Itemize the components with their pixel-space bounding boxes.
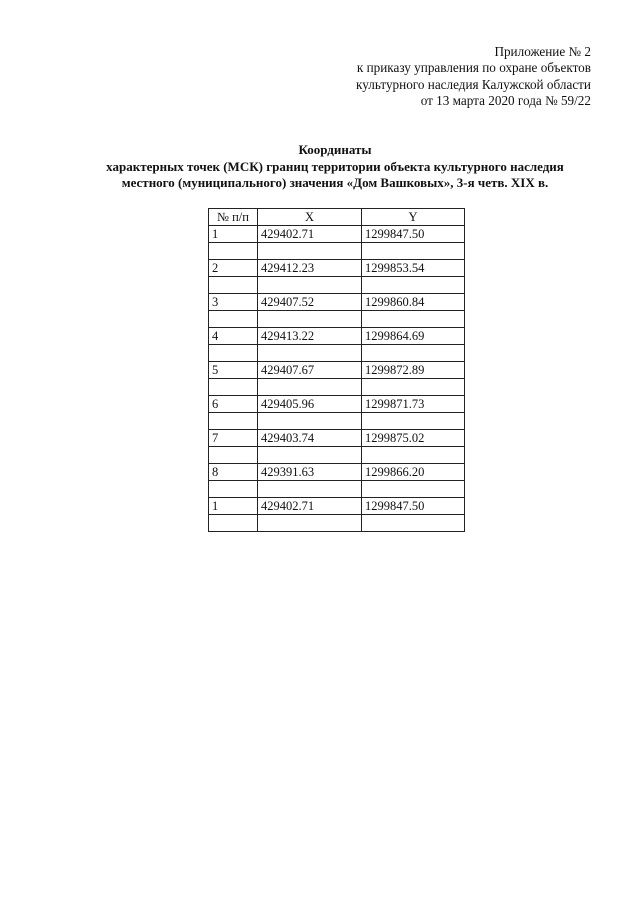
cell-number	[209, 243, 258, 260]
cell-x: 429407.52	[258, 294, 362, 311]
appendix-line: культурного наследия Калужской области	[356, 76, 591, 92]
table-row	[209, 464, 465, 481]
table-row	[209, 260, 465, 277]
cell-number	[209, 447, 258, 464]
heading-title: Координаты	[298, 142, 372, 157]
cell-number	[209, 311, 258, 328]
cell-x: 429405.96	[258, 396, 362, 413]
heading-line: характерных точек (МСК) границ территории объекта культурного наследия	[106, 158, 564, 174]
cell-y: 1299847.50	[362, 498, 465, 515]
table-row	[209, 515, 465, 532]
cell-y	[362, 515, 465, 532]
cell-y	[362, 243, 465, 260]
cell-x: 429413.22	[258, 328, 362, 345]
cell-number: 3	[209, 294, 258, 311]
table-row	[209, 243, 465, 260]
table-row	[209, 362, 465, 379]
cell-x	[258, 277, 362, 294]
cell-y: 1299847.50	[362, 226, 465, 243]
cell-x	[258, 447, 362, 464]
cell-number	[209, 515, 258, 532]
cell-number	[209, 345, 258, 362]
table-row	[209, 396, 465, 413]
table-row	[209, 498, 465, 515]
cell-x: 429403.74	[258, 430, 362, 447]
cell-y: 1299871.73	[362, 396, 465, 413]
appendix-block	[356, 44, 591, 110]
cell-number	[209, 481, 258, 498]
cell-y: 1299866.20	[362, 464, 465, 481]
cell-x	[258, 413, 362, 430]
cell-number: 6	[209, 396, 258, 413]
cell-x	[258, 311, 362, 328]
cell-y	[362, 379, 465, 396]
appendix-line: Приложение № 2	[494, 44, 591, 59]
header-y: Y	[362, 209, 465, 226]
header-x: X	[258, 209, 362, 226]
cell-y	[362, 481, 465, 498]
table-row	[209, 447, 465, 464]
cell-x	[258, 515, 362, 532]
coordinates-table	[208, 208, 465, 532]
cell-y: 1299875.02	[362, 430, 465, 447]
cell-number: 2	[209, 260, 258, 277]
cell-number: 8	[209, 464, 258, 481]
heading-line: местного (муниципального) значения «Дом Вашковых», 3-я четв. XIX в.	[121, 175, 549, 190]
appendix-line: к приказу управления по охране объектов	[356, 60, 591, 76]
cell-y: 1299853.54	[362, 260, 465, 277]
cell-y: 1299872.89	[362, 362, 465, 379]
cell-y	[362, 311, 465, 328]
cell-x: 429412.23	[258, 260, 362, 277]
cell-number: 7	[209, 430, 258, 447]
cell-y	[362, 345, 465, 362]
cell-number: 1	[209, 498, 258, 515]
cell-y: 1299864.69	[362, 328, 465, 345]
cell-x	[258, 243, 362, 260]
table-row	[209, 379, 465, 396]
table-body	[209, 226, 465, 532]
table-row	[209, 277, 465, 294]
cell-y	[362, 413, 465, 430]
table-row	[209, 481, 465, 498]
table-row	[209, 345, 465, 362]
cell-number: 1	[209, 226, 258, 243]
cell-x	[258, 345, 362, 362]
cell-number: 5	[209, 362, 258, 379]
header-number: № п/п	[209, 209, 258, 226]
document-heading	[40, 142, 630, 192]
cell-x: 429407.67	[258, 362, 362, 379]
table-row	[209, 311, 465, 328]
cell-x: 429391.63	[258, 464, 362, 481]
table-row	[209, 226, 465, 243]
cell-number	[209, 379, 258, 396]
table-header-row	[209, 209, 465, 226]
table-row	[209, 430, 465, 447]
cell-y	[362, 277, 465, 294]
cell-x	[258, 379, 362, 396]
cell-x: 429402.71	[258, 498, 362, 515]
cell-y	[362, 447, 465, 464]
table-row	[209, 413, 465, 430]
cell-x: 429402.71	[258, 226, 362, 243]
cell-number: 4	[209, 328, 258, 345]
appendix-line: от 13 марта 2020 года № 59/22	[420, 93, 591, 109]
table-row	[209, 294, 465, 311]
cell-number	[209, 277, 258, 294]
table-row	[209, 328, 465, 345]
cell-x	[258, 481, 362, 498]
cell-y: 1299860.84	[362, 294, 465, 311]
cell-number	[209, 413, 258, 430]
